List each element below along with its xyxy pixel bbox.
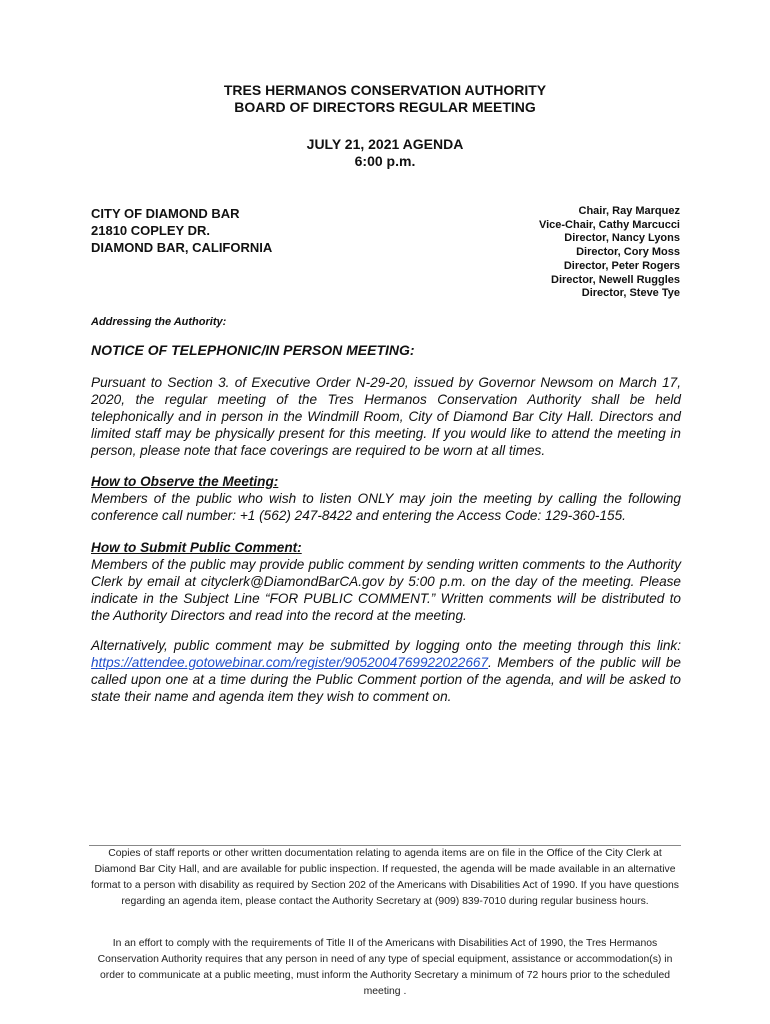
- board-member: Vice-Chair, Cathy Marcucci: [538, 218, 680, 231]
- observe-body: Members of the public who wish to listen ONLY may join the meeting by calling the following conference call number: +1 (562) 247-8422 and entering the Access Code: 129-360-155.: [91, 491, 681, 523]
- agenda-date-block: [0, 136, 770, 170]
- board-member: Director, Peter Rogers: [563, 259, 680, 272]
- authority-name: TRES HERMANOS CONSERVATION AUTHORITY: [223, 82, 547, 98]
- board-members: [539, 205, 680, 301]
- board-member: Chair, Ray Marquez: [578, 205, 680, 217]
- board-member: Director, Cory Moss: [576, 246, 680, 259]
- comment-heading: How to Submit Public Comment:: [91, 540, 302, 555]
- webinar-link[interactable]: https://attendee.gotowebinar.com/register/9052004769922022667: [91, 655, 489, 670]
- notice-body: Pursuant to Section 3. of Executive Order N-29-20, issued by Governor Newsom on March 17, 2020, the regular meeting of the Tres Hermanos Conservation Authority shall be held telephonically and in person in the Windmill Room, City of Diamond Bar City Hall. Directors and limited staff may be physically present for this meeting. If you would like to attend the meeting in person, please note that face coverings are required to be worn at all times.: [91, 375, 681, 458]
- alternative-section: [91, 637, 681, 705]
- notice-title: NOTICE OF TELEPHONIC/IN PERSON MEETING:: [91, 342, 415, 358]
- agenda-date: JULY 21, 2021 AGENDA: [306, 136, 464, 152]
- board-member: Director, Nancy Lyons: [564, 232, 680, 245]
- footer-ada-notice: In an effort to comply with the requirements of Title II of the Americans with Disabilities Act of 1990, the Tres Hermanos Conservation Authority requires that any person in need of any type of special equipment, assistance or accommodation(s) in order to communicate at a public meeting, must inform the Authority Secretary a minimum of 72 hours prior to the scheduled meeting .: [97, 938, 673, 997]
- observe-heading: How to Observe the Meeting:: [91, 474, 279, 489]
- meeting-name: BOARD OF DIRECTORS REGULAR MEETING: [234, 99, 536, 115]
- alternative-intro: Alternatively, public comment may be submitted by logging onto the meeting through this link:: [91, 638, 681, 653]
- comment-section: [91, 539, 681, 624]
- comment-body: Members of the public may provide public comment by sending written comments to the Authority Clerk by email at cityclerk@DiamondBarCA.gov by 5:00 p.m. on the day of the meeting. Please indicate in the Subject Line “FOR PUBLIC COMMENT.” Written comments will be distributed to the Authority Directors and read into the record at the meeting.: [91, 557, 681, 623]
- meeting-address: [91, 205, 272, 256]
- address-line: CITY OF DIAMOND BAR: [91, 206, 240, 221]
- meeting-time: 6:00 p.m.: [354, 153, 416, 169]
- footer-records-notice: Copies of staff reports or other written documentation relating to agenda items are on file in the Office of the City Clerk at Diamond Bar City Hall, and are available for public inspection. If requested, the agenda will be made available in an alternative format to a person with disability as required by Section 202 of the Americans with Disabilities Act of 1990. If you have questions regarding an agenda item, please contact the Authority Secretary at (909) 839-7010 during regular business hours.: [91, 848, 679, 907]
- alternative-rest: . Members of the public will be called upon one at a time during the Public Comment portion of the agenda, and will be asked to state their name and agenda item they wish to comment on.: [91, 655, 681, 704]
- address-line: DIAMOND BAR, CALIFORNIA: [91, 240, 273, 255]
- document-title: [0, 82, 770, 116]
- address-line: 21810 COPLEY DR.: [91, 223, 210, 238]
- addressing-heading: Addressing the Authority:: [91, 316, 227, 328]
- board-member: Director, Newell Ruggles: [551, 273, 680, 286]
- board-member: Director, Steve Tye: [581, 287, 680, 300]
- observe-section: [91, 473, 681, 524]
